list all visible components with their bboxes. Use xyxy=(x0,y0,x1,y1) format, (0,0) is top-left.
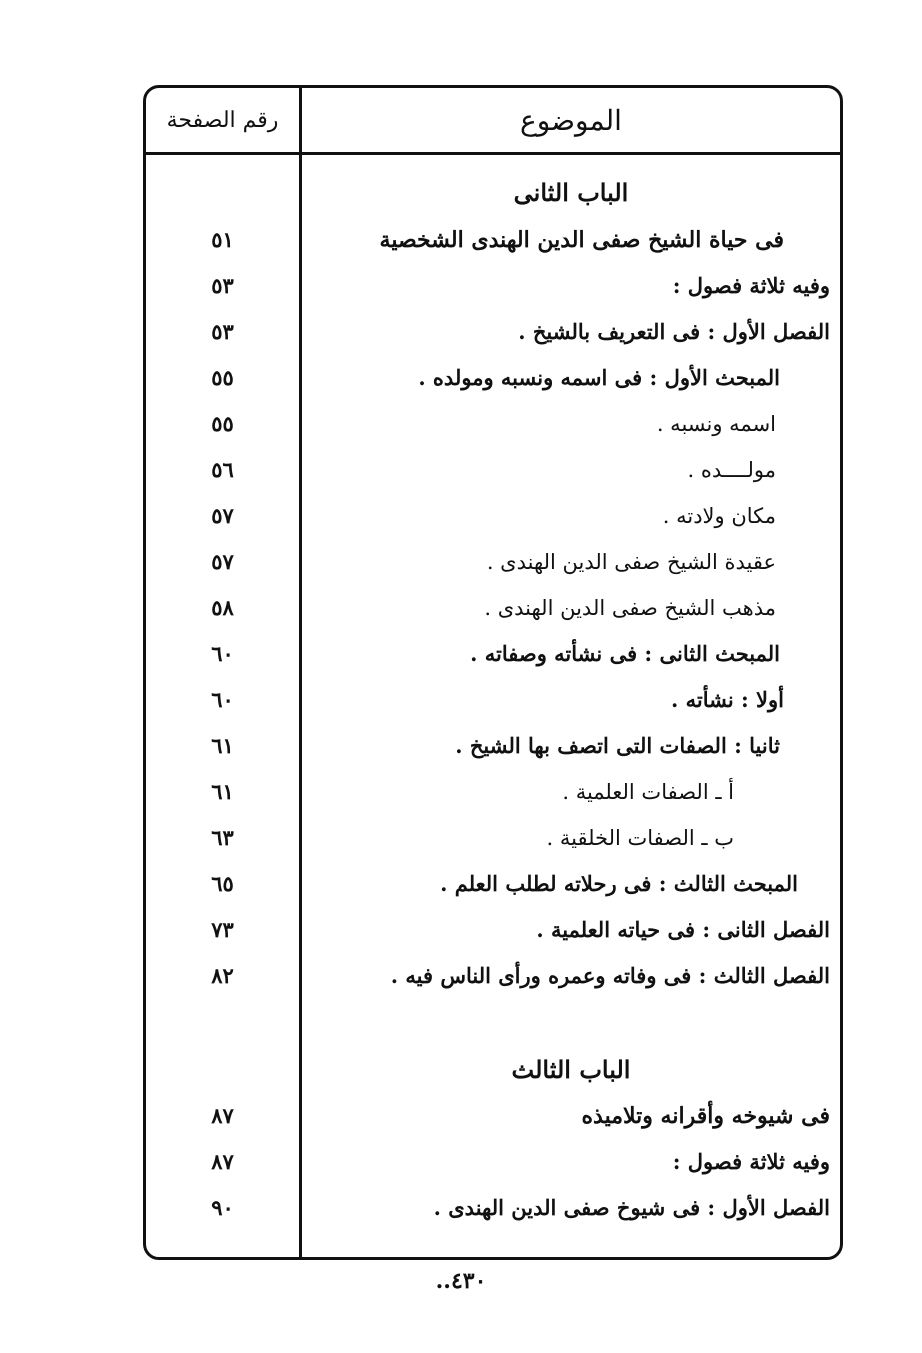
toc-entry-text: وفيه ثلاثة فصول : xyxy=(672,273,830,298)
toc-entry-text: ثانيا : الصفات التى اتصف بها الشيخ . xyxy=(455,733,780,758)
toc-entry-text: مكان ولادته . xyxy=(662,504,776,528)
toc-entry-text: اسمه ونسبه . xyxy=(656,412,776,436)
toc-page-number: ٥١ xyxy=(211,227,234,252)
toc-page-number: ٦٠ xyxy=(211,687,234,712)
toc-entry-text: المبحث الثانى : فى نشأته وصفاته . xyxy=(470,641,780,666)
toc-row xyxy=(146,1188,840,1228)
page-number-column-header: رقم الصفحة xyxy=(166,107,279,133)
toc-row xyxy=(146,772,840,812)
toc-entry-text: وفيه ثلاثة فصول : xyxy=(672,1149,830,1174)
toc-row xyxy=(146,818,840,858)
toc-entry-text: عقيدة الشيخ صفى الدين الهندى . xyxy=(486,550,776,574)
toc-row xyxy=(146,864,840,904)
toc-page-number: ٩٠ xyxy=(211,1195,234,1220)
toc-entry-text: أ ـ الصفات العلمية . xyxy=(562,780,734,804)
toc-page-number: ٨٧ xyxy=(211,1103,234,1128)
toc-page-number: ٥٣ xyxy=(211,273,234,298)
toc-page-number: ٥٧ xyxy=(211,503,234,528)
toc-row xyxy=(146,542,840,582)
section-heading: الباب الثانى xyxy=(513,178,629,207)
toc-page-number: ٦٠ xyxy=(211,641,234,666)
toc-page-number: ٥٣ xyxy=(211,319,234,344)
toc-row xyxy=(146,358,840,398)
table-of-contents-frame xyxy=(143,85,843,1260)
toc-page-number: ٦١ xyxy=(211,779,234,804)
toc-entry-text: ب ـ الصفات الخلقية . xyxy=(546,826,734,850)
topic-column-header: الموضوع xyxy=(520,103,622,137)
toc-row xyxy=(146,173,840,213)
toc-row xyxy=(146,1096,840,1136)
toc-page-number: ٨٢ xyxy=(211,963,234,988)
toc-row xyxy=(146,312,840,352)
toc-page-number: ٦٣ xyxy=(211,825,234,850)
toc-entry-text: فى شيوخه وأقرانه وتلاميذه xyxy=(581,1103,830,1129)
page-number-footer: ٤٣٠.. xyxy=(435,1268,487,1294)
toc-page-number: ٥٥ xyxy=(211,365,234,390)
toc-entry-text: أولا : نشأته . xyxy=(670,687,784,712)
toc-page-number: ٦٥ xyxy=(211,871,234,896)
toc-page-number: ٧٣ xyxy=(211,917,234,942)
toc-row xyxy=(146,726,840,766)
toc-row xyxy=(146,220,840,260)
toc-page-number: ٥٦ xyxy=(211,457,234,482)
toc-page-number: ٥٥ xyxy=(211,411,234,436)
toc-row xyxy=(146,910,840,950)
toc-page-number: ٥٨ xyxy=(211,595,234,620)
toc-row xyxy=(146,680,840,720)
toc-entry-text: الفصل الأول : فى شيوخ صفى الدين الهندى . xyxy=(433,1195,830,1220)
toc-row xyxy=(146,956,840,996)
toc-row xyxy=(146,404,840,444)
toc-page-number: ٨٧ xyxy=(211,1149,234,1174)
toc-page-number: ٥٧ xyxy=(211,549,234,574)
toc-entry-text: الفصل الثانى : فى حياته العلمية . xyxy=(536,917,830,942)
toc-entry-text: المبحث الأول : فى اسمه ونسبه ومولده . xyxy=(418,365,780,390)
section-heading: الباب الثالث xyxy=(511,1055,631,1084)
toc-entry-text: المبحث الثالث : فى رحلاته لطلب العلم . xyxy=(440,871,798,896)
toc-page-number xyxy=(146,1050,299,1090)
toc-row xyxy=(146,1050,840,1090)
toc-entry-text: الفصل الثالث : فى وفاته وعمره ورأى الناس فيه . xyxy=(390,963,830,988)
toc-row xyxy=(146,450,840,490)
toc-entry-text: مولــــده . xyxy=(687,458,776,482)
toc-row xyxy=(146,588,840,628)
toc-row xyxy=(146,496,840,536)
toc-entry-text: مذهب الشيخ صفى الدين الهندى . xyxy=(484,596,776,620)
toc-entry-text: الفصل الأول : فى التعريف بالشيخ . xyxy=(518,319,830,344)
toc-row xyxy=(146,1142,840,1182)
toc-page-number xyxy=(146,173,299,213)
toc-entry-text: فى حياة الشيخ صفى الدين الهندى الشخصية xyxy=(379,227,784,253)
toc-row xyxy=(146,266,840,306)
toc-row xyxy=(146,634,840,674)
toc-rows xyxy=(146,88,840,1257)
toc-page-number: ٦١ xyxy=(211,733,234,758)
